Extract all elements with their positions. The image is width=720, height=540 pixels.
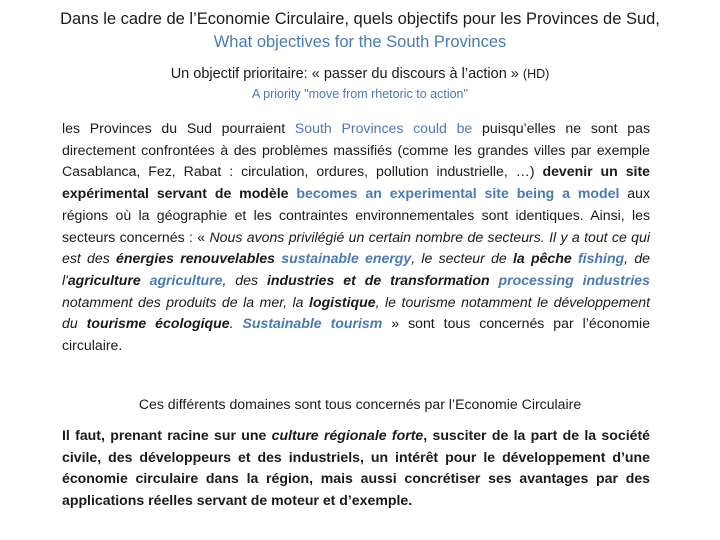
title-en: What objectives for the South Provinces [213,33,507,51]
text-segment: becomes an experimental site being a model [296,185,620,202]
text-segment: , des [222,271,267,288]
text-segment: sustainable energy [281,250,412,267]
text-segment: agriculture [67,271,141,288]
text-segment: South Provinces could be [294,120,473,136]
subtitle-fr: Un objectif prioritaire: « passer du discours à l’action » [170,66,523,82]
text-segment: Nous avons privilégié un certain nombre de secteurs. Il y a tout ce qui est des [62,228,650,267]
text-segment: , le tourisme notamment le développement du [62,293,650,332]
page-title [40,8,680,54]
text-segment [490,272,499,288]
paragraph-sectors [62,118,650,357]
text-segment: logistique [309,293,376,310]
text-segment: , de l' [62,250,651,288]
subtitle-en: A priority "move from rhetoric to action" [252,87,468,101]
text-segment: énergies renouvelables [116,250,275,267]
text-segment: la pêche [512,250,572,267]
text-segment: les Provinces du Sud pourraient [62,120,295,136]
text-segment: , le secteur de [411,250,513,267]
text-segment [141,272,150,288]
text-segment: » sont tous concernés par l’économie circulaire. [62,315,651,354]
text-segment: devenir un site expérimental servant de modèle [62,163,651,202]
paragraph-conclusion [62,425,650,512]
subtitle [60,64,660,84]
text-segment: . [229,315,243,332]
text-segment: Sustainable tourism [242,315,383,332]
text-segment: aux régions où la géographie et les contraintes environnementales sont identiques. Ainsi, les secteurs concernés : « [62,185,650,245]
text-segment: agriculture [149,271,223,288]
summary-line: Ces différents domaines sont tous concernés par l’Economie Circulaire [138,396,582,412]
title-fr: Dans le cadre de l’Economie Circulaire, quels objectifs pour les Provinces de Sud, [60,10,660,28]
text-segment: processing industries [498,271,650,288]
text-segment: notamment des produits de la mer, la [62,293,310,310]
text-segment: fishing [577,250,625,267]
text-segment: puisqu’elles ne sont pas directement confrontées à des problèmes massifiés (comme les grandes villes par exemple Casablanca, Fez, Rabat : circulation, ordures, pollution industrielle, …) [62,120,650,180]
text-segment: tourisme écologique [86,315,230,332]
text-segment: industries et de transformation [266,271,490,288]
subtitle-hd: (HD) [522,67,550,81]
text-segment: culture régionale forte [271,427,424,443]
text-segment: Il faut, prenant racine sur une [62,427,272,443]
text-segment: , susciter de la part de la société civile, des développeurs et des industriels, un intérêt pour le développement d’une économie circulaire dans la région, mais aussi concrétiser ses avantages par des applications réelles servant de moteur et d’exemple. [62,427,651,509]
